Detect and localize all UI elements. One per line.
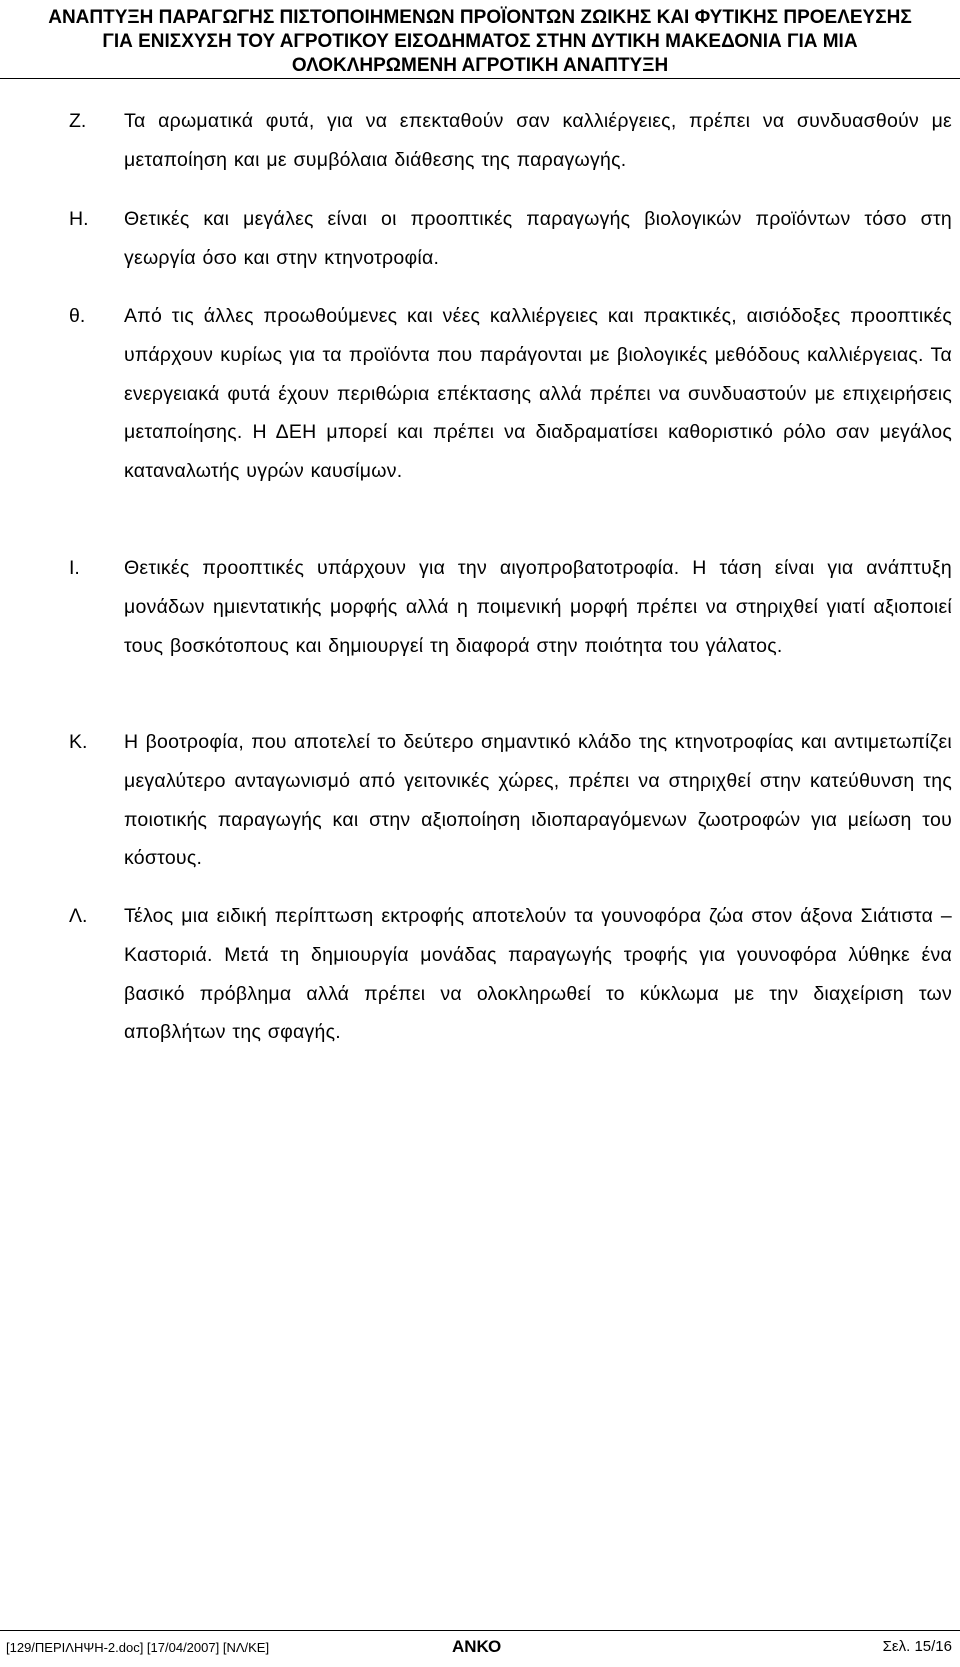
list-item-text: Θετικές προοπτικές υπάρχουν για την αιγοπροβατοτροφία. Η τάση είναι για ανάπτυξη μονάδων ημιεντατικής μορφής αλλά η ποιμενική μορφή πρέπει να στηριχθεί γιατί αξιοποιεί τους βοσκότοπους και δημιουργεί τη διαφορά στην ποιότητα του γάλατος.	[124, 557, 952, 657]
list-item-text: Τέλος μια ειδική περίπτωση εκτροφής αποτελούν τα γουνοφόρα ζώα στον άξονα Σιάτιστα – Καστοριά. Μετά τη δημιουργία μονάδας παραγωγής τροφής για γουνοφόρα λύθηκε ένα βασικό πρόβλημα αλλά πρέπει να ολοκληρωθεί το κύκλωμα με την διαχείριση των αποβλήτων της σφαγής.	[124, 905, 952, 1044]
document-header	[0, 6, 960, 79]
list-item-marker: θ.	[69, 305, 86, 327]
document-footer	[0, 1630, 960, 1661]
list-item-marker: Ζ.	[69, 110, 87, 132]
list-item-text: Από τις άλλες προωθούμενες και νέες καλλιέργειες και πρακτικές, αισιόδοξες προοπτικές υπάρχουν κυρίως για τα προϊόντα που παράγονται με βιολογικές μεθόδους καλλιέργειας. Τα ενεργειακά φυτά έχουν περιθώρια επέκτασης αλλά πρέπει να συνδυαστούν με επιχειρήσεις μεταποίησης. Η ΔΕΗ μπορεί και πρέπει να διαδραματίσει καθοριστικό ρόλο σαν μεγάλος καταναλωτής υγρών καυσίμων.	[124, 305, 952, 483]
header-line-2: ΓΙΑ ΕΝΙΣΧΥΣΗ ΤΟΥ ΑΓΡΟΤΙΚΟΥ ΕΙΣΟΔΗΜΑΤΟΣ ΣΤΗΝ ΔΥΤΙΚΗ ΜΑΚΕΔΟΝΙΑ ΓΙΑ ΜΙΑ	[102, 31, 858, 52]
list-item-marker: Η.	[69, 208, 89, 230]
list-item-text: Η βοοτροφία, που αποτελεί το δεύτερο σημαντικό κλάδο της κτηνοτροφίας και αντιμετωπίζει μεγαλύτερο ανταγωνισμό από γειτονικές χώρες, πρέπει να στηριχθεί στην κατεύθυνση της ποιοτικής παραγωγής και στην αξιοποίηση ιδιοπαραγόμενων ζωοτροφών για μείωση του κόστους.	[124, 731, 952, 870]
list-item-marker: Ι.	[69, 557, 80, 579]
list-item-text: Θετικές και μεγάλες είναι οι προοπτικές παραγωγής βιολογικών προϊόντων τόσο στη γεωργία όσο και στην κτηνοτροφία.	[124, 208, 952, 269]
list-item-text: Τα αρωματικά φυτά, για να επεκταθούν σαν καλλιέργειες, πρέπει να συνδυασθούν με μεταποίηση και με συμβόλαια διάθεσης της παραγωγής.	[124, 110, 952, 171]
page-number: Σελ. 15/16	[882, 1638, 952, 1655]
list-item-marker: Κ.	[69, 731, 88, 753]
list-item-marker: Λ.	[69, 905, 88, 927]
header-line-3: ΟΛΟΚΛΗΡΩΜΕΝΗ ΑΓΡΟΤΙΚΗ ΑΝΑΠΤΥΞΗ	[291, 55, 669, 76]
organization-name: ΑΝΚΟ	[452, 1637, 502, 1656]
header-line-1: ΑΝΑΠΤΥΞΗ ΠΑΡΑΓΩΓΗΣ ΠΙΣΤΟΠΟΙΗΜΕΝΩΝ ΠΡΟΪΟΝΤΩΝ ΖΩΙΚΗΣ ΚΑΙ ΦΥΤΙΚΗΣ ΠΡΟΕΛΕΥΣΗΣ	[48, 7, 912, 28]
file-reference: [129/ΠΕΡΙΛΗΨΗ-2.doc] [17/04/2007] [ΝΛ/ΚΕ]	[6, 1640, 270, 1655]
